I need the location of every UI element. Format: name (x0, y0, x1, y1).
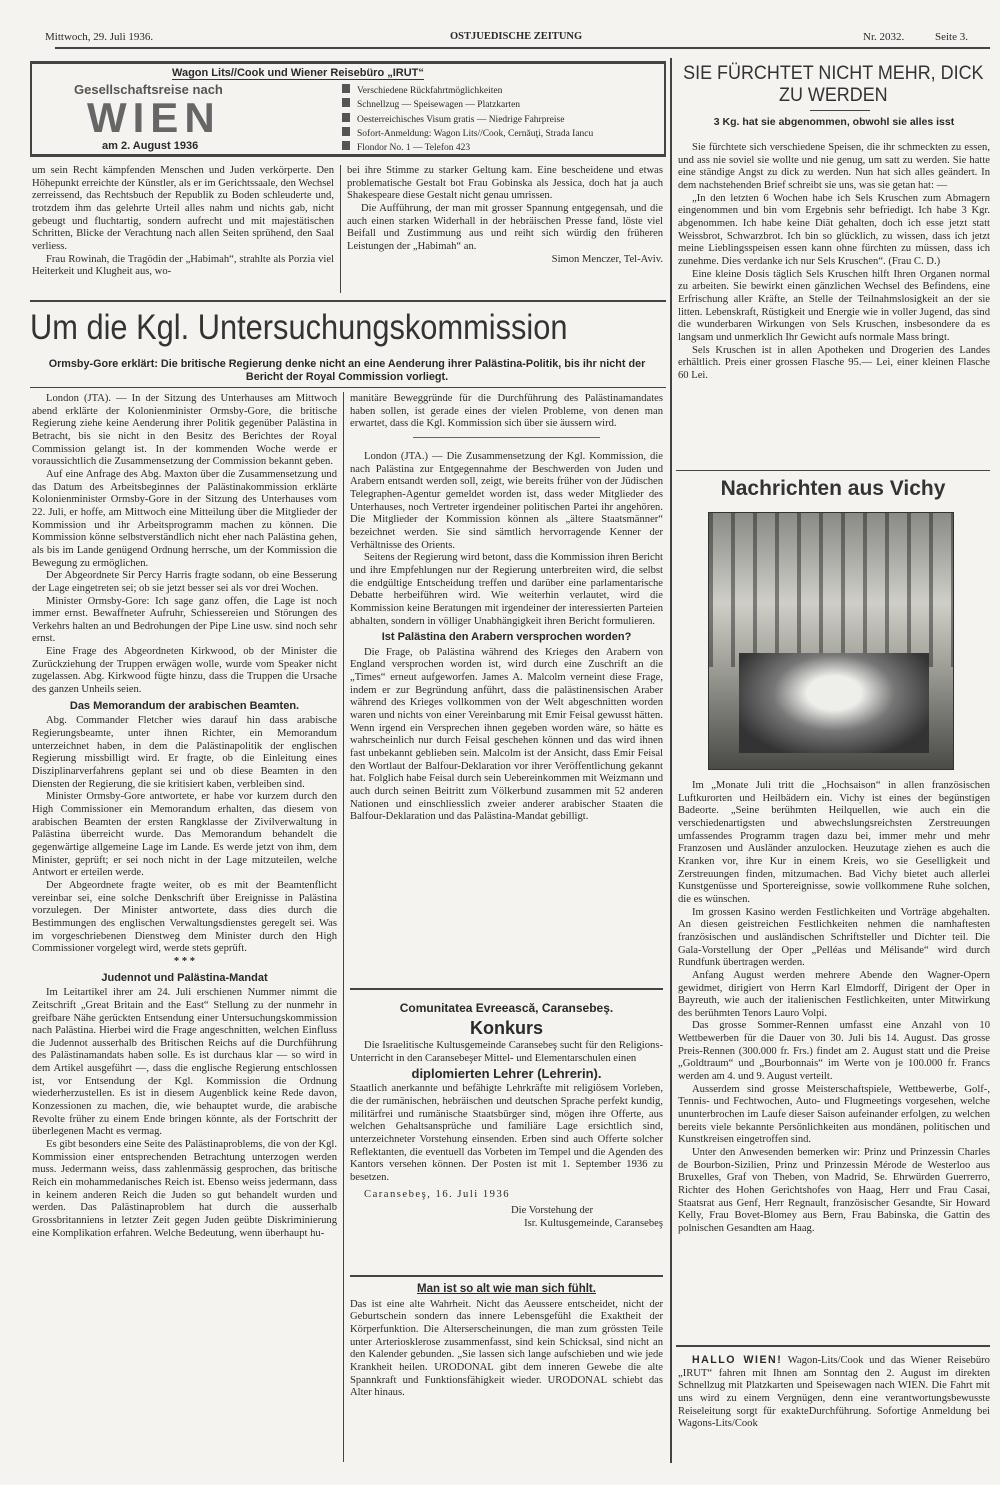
divider (810, 110, 870, 111)
paragraph: London (JTA). — In der Sitzung des Unterhauses am Mittwoch abend erklärte der Kolonienminister Ormsby-Gore, die britische Regierung ziehe keine Aenderung ihrer Politik gegenüber Palästina in Betracht, bis sie nicht in den Besitz des Berichtes der Royal Commission gelangt ist. In der kommenden Woche werde er voraussichtlich die Zusammensetzung der Commission bekannt geben. (32, 393, 337, 468)
paragraph: Frau Rowinah, die Tragödin der „Habimah“, strahlte als Porzia viel Heiterkeit und Klugheit aus, wo- (32, 253, 334, 278)
vichy-headline: Nachrichten aus Vichy (720, 477, 946, 500)
section-heading: Das Memorandum der arabischen Beamten. (69, 699, 300, 712)
author-signature: Simon Menczer, Tel-Aviv. (551, 253, 663, 265)
konkurs-ad (350, 1000, 663, 1268)
section-rule (30, 387, 666, 388)
urodonal-ad (350, 1280, 663, 1465)
page-number: Seite 3. (935, 31, 968, 43)
kruschen-ad-text (678, 142, 990, 467)
section-heading: Ist Palästina den Arabern versprochen worden? (381, 631, 632, 644)
ad-title: Konkurs (469, 1018, 543, 1038)
ad-text: Wagon-Lits/Cook und das Wiener Reisebüro „IRUT“ fahren mit Ihnen am Sonntag den 2. August im direkten Schnellzug mit Platzkarten und Speisewagen nach WIEN. Die Fahrt mit uns wird zu einem Vergnügen, denn eine verantwortungsbewusste Reiseleitung sorgt für exakteDurchführung. Sofortige Anmeldung bei Wagons-Lits/Cook (678, 1355, 990, 1430)
kruschen-subtitle: 3 Kg. hat sie abgenommen, obwohl sie alles isst (713, 116, 955, 128)
ad-item (342, 84, 593, 98)
paragraph: Anfang August werden mehrere Abende den Wagner-Opern gewidmet, dirigiert von Herrn Karl Elmdorff, Dirigent der Oper in Bayreuth, wie auch der italienischen Festlichkeiten, unter Mitwirkung des berühmten Tenors Lauro Volpi. (678, 969, 990, 1019)
theater-article-col2 (347, 165, 663, 295)
paragraph: Staatlich anerkannte und befähigte Lehrkräfte mit religiösem Vorleben, die der rumänischen, hebräischen und deutschen Sprache perfekt kundig, militärfrei und rumänische Staatsbürger sind, mögen ihre Offerte, aus welchen Gehaltsansprüche und familiäre Lage ersichtlich sind, unterzeichneter Vorstehung einsenden. Erben sind auch Offerte solcher Reflektanten, die eventuell das Vorbeten im Tempel und die Agenden des Kantors versehen können. Der Posten ist mit 1. September 1936 zu besetzen. (350, 1083, 663, 1183)
wien-travel-ad (30, 61, 666, 157)
paragraph: manitäre Beweggründe für die Durchführung des Palästinamandates haben sollen, ist gerade eines der vielen Probleme, von denen man erwartet, dass die Kgl. Kommission sich über sie äussern wird. (350, 393, 663, 430)
ad-date: am 2. August 1936 (102, 140, 199, 152)
issue-number: Nr. 2032. (863, 31, 905, 43)
header-rule (55, 47, 990, 49)
ad-signature: Isr. Kultusgemeinde, Caransebeş (524, 1217, 663, 1229)
paragraph: Das ist eine alte Wahrheit. Nicht das Aeussere entscheidet, nicht der Geburtschein sondern das innere Lebensgefühl die Exaktheit der Körperfunktion. Die Alterserscheinungen, die man zum grössten Teile unter Arteriosklerose zusammenfasst, sind kein Schicksal, sind nicht an den Kalender gebunden. „Sie lassen sich lange aufschieben und wie jede Krankheit heilen. URODONAL gibt dem inneren Gewebe die alte Spannkraft und Funktionsfähigkeit wieder. URODONAL schiebt das Alter hinaus. (350, 1298, 663, 1399)
square-bullet-icon (342, 113, 350, 122)
paragraph: bei ihre Stimme zu starker Geltung kam. Eine bescheidene und etwas problematische Gestalt bot Frau Gobinska als Jessica, doch hat ja auch Shakespeare diese Gestalt nicht genau umrissen. (347, 165, 663, 202)
column-divider (343, 392, 344, 1462)
column-divider (670, 58, 672, 1463)
ad-organization: Comunitatea Evreească, Caransebeş. (399, 1001, 614, 1015)
ad-item-text: Flondor No. 1 — Telefon 423 (357, 143, 471, 154)
hallo-wien-ad (678, 1354, 990, 1454)
paragraph: „In den letzten 6 Wochen habe ich Sels Kruschen zum Abmagern eingenommen und bin vom Ergebnis sehr befriedigt. Ich habe 3 Kgr. abgenommen. Ich habe keine Diät gehalten, doch ich esse jetzt statt Weissbrot, Schwarzbrot. Ich bin so glücklich, zu wissen, dass ich jetzt meine Lieblingsspeisen essen kann ohne fürchten zu müssen, dass ich zunehme. Dies verdanke ich nur Sels Kruschen“. (Frau C. D.) (678, 192, 990, 267)
paragraph: Der Abgeordnete fragte weiter, ob es mit der Beamtenflicht vereinbar sei, eine solche Denkschrift über Ereignisse in Palästina vorzulegen. Der Minister antwortete, dass dies durch die Bestimmungen des englischen Verwaltungsdienstes geregelt sei. Was im vorgeschriebenen Dienstweg dem Minister durch den High Commissioner vorgelegt wird, werde stets geprüft. (32, 879, 337, 955)
main-article-left-column (32, 393, 337, 1463)
square-bullet-icon (342, 84, 350, 93)
ad-city: WIEN (87, 94, 221, 141)
paragraph: Eine kleine Dosis täglich Sels Kruschen hilft Ihren Organen normal zu arbeiten. Sie bewirkt einen gänzlichen Wechsel des Befindens, eine Erfrischung aller Kräfte, an Stelle der Teilnahmslosigkeit an der sie litten. Lebenskraft, Rüstigkeit und Energie wie in voller Jugend, das sind die wunderbaren Wirkungen von Sels Kruschen, insbesondere da es langsam und unmerklich Ihr Gewicht aufs normale Mass bringt. (678, 268, 990, 343)
kruschen-headline: SIE FÜRCHTET NICHT MEHR, DICK ZU WERDEN (683, 62, 984, 106)
ad-place-date: Caransebeş, 16. Juli 1936 (364, 1188, 511, 1200)
ad-signature: Die Vorstehung der (511, 1205, 593, 1217)
divider (413, 437, 601, 451)
ad-item (342, 113, 593, 127)
paragraph: Die Frage, ob Palästina während des Krieges den Arabern von England versprochen worden ist, wird durch eine Zuschrift an die „Times“ erneut aufgeworfen. James A. Malcolm verneint diese Frage, indem er zur Begründung anführt, dass die palästinensischen Araber während des Krieges vollkommen von der Welt abgeschnitten worden waren und nichts von einer Vereinbarung mit Emir Feisal gewusst hätten. Wenn irgend ein Versprechen ihnen gegeben worden wäre, so hätte es wahrscheinlich nur durch Feisal geschehen können und das wird ihnen fast unbekannt geblieben sein. Malcolm ist der Ansicht, dass Emir Feisal den Wortlaut der Balfour-Deklaration vor ihrer Veröffentlichung gekannt hat. Folglich habe Feisal durch sein Uebereinkommen mit Weizmann und auch durch seinen Beitritt zum Völkerbund zusammen mit 52 anderen Nationen und einschliesslich zweier anderer arabischer Staaten die Balfour-Deklaration und das Palästina-Mandat gebilligt. (350, 646, 663, 823)
paragraph: Ausserdem sind grosse Meisterschaftspiele, Wettbewerbe, Golf-, Tennis- und Fechtwochen, Auto- und Flugmeetings vorgesehen, welche ununterbrochen im Laufe dieser Saison aufeinander erfolgen, zu welchen bereits viele bekannte Persönlichkeiten aus mondänen, politischen und Kunstkreisen eingetroffen sind. (678, 1083, 990, 1146)
main-article-middle-column (350, 393, 663, 973)
paragraph: Minister Ormsby-Gore antwortete, er habe vor kurzem durch den High Commissioner ein Memorandum erhalten, das diesem von arabischen Beamten der ersten Rangklasse der Zivilverwaltung in Palästina überreicht wurde. Das Memorandum behandelt die gegenwärtige allgemeine Lage im Lande. Es werde jetzt von ihm, dem Minister, geprüft; er sei noch nicht in der Lage mitzuteilen, welche Antwort er erteilen werde. (32, 791, 337, 879)
paragraph: London (JTA.) — Die Zusammensetzung der Kgl. Kommission, die nach Palästina zur Entgegennahme der Beschwerden von Juden und Arabern entsandt werden soll, zeigt, wie bereits früher von der Jüdischen Telegraphen-Agentur gemeldet worden ist, dass weder Mitglieder des Unterhauses, noch Vertreter irgendeiner politischen Partei ihr angehören. Die Mitglieder der Kommission können als „ältere Staatsmänner“ bezeichnet werden. Sie sind sämtlich hervorragende Kenner der Verhältnisse des Orients. (350, 450, 663, 551)
page-header (45, 31, 985, 47)
vichy-article (678, 780, 990, 1345)
ad-top-line: Wagon Lits//Cook und Wiener Reisebüro „IRUT“ (172, 67, 424, 79)
paragraph: Sels Kruschen ist in allen Apotheken und Drogerien des Landes erhältlich. Preis einer grossen Flasche 95.— Lei, einer kleinen Flasche 60 Lei. (678, 344, 990, 381)
photo-crowd (739, 653, 929, 753)
paragraph: Im „Monate Juli tritt die „Hochsaison“ in allen französischen Luftkurorten und Heilbädern ein. Vichy ist eines der begünstigen Badeorte. „Seine berühmten Heilquellen, wie auch ein die verschiedenartigsten und abwechslungsreichsten Zerstreuungen umfassendes Programm tragen dazu bei, immer mehr und mehr Franzosen und Ausländer anzulocken. Heuzutage ziehen es auch die Kranken vor, ihre Kur in einem Kreis, wo sie Geselligkeit und Zerstreuungen finden, mitzumachen. Bad Vichy bietet auch allerlei Kunstgenüsse und Sportereignisse, sowie vollkommene Ruhe solchen, die es wünschen. (678, 780, 990, 905)
ad-item-text: Oesterreichisches Visum gratis — Niedrige Fahrpreise (357, 114, 565, 125)
ad-position: diplomierten Lehrer (Lehrerin). (411, 1066, 602, 1082)
square-bullet-icon (342, 141, 350, 150)
main-headline: Um die Kgl. Untersuchungskommission (30, 308, 568, 347)
ad-lead: HALLO WIEN! (692, 1354, 783, 1366)
square-bullet-icon (342, 98, 350, 107)
paragraph: Seitens der Regierung wird betont, dass die Kommission ihren Bericht und ihre Empfehlungen nur der Regierung unterbreiten wird, die selbst die endgültige Entscheidung treffen und darüber eine parlamentarische Debatte herbeiführen wird. Wie weiterhin verlautet, wird die Kommission keine Beratungen mit irgendeiner der interessierten Parteien abhalten, sondern in völliger Unabhängigkeit ihren Bericht formulieren. (350, 552, 663, 627)
ad-item (342, 141, 593, 155)
ad-item (342, 98, 593, 112)
section-rule (350, 1275, 663, 1277)
column-divider (340, 165, 341, 293)
main-subheadline: Ormsby-Gore erklärt: Die britische Regierung denke nicht an eine Aenderung ihrer Palästina-Politik, bis ihr nicht der Bericht der Royal Commission vorliegt. (48, 358, 646, 383)
ad-title: Man ist so alt wie man sich fühlt. (417, 1283, 596, 1295)
paragraph: Der Abgeordnete Sir Percy Harris fragte sodann, ob eine Besserung der Lage eingetreten sei; ob sie jetzt besser sei als vor drei Wochen. (32, 570, 337, 594)
section-rule (30, 300, 666, 302)
section-rule (676, 470, 990, 471)
paragraph: Unter den Anwesenden bemerken wir: Prinz und Prinzessin Charles de Bourbon-Sizilien, Prinz und Prinzessin Mérode de Westerloo aus Bruxelles, Graf von Theben, von Madrid, Se. Ehrwürden Guerrerro, Richter des Hohen Gerichtshofes von Haag, Herr und Frau Casai, Staatsrat aus Genf, Herr Regnault, französischer Gesandte, Sir Howard Kelly, Frau Bovet-Blomey aus Bern, Frau Babinska, die Gattin des polnischen Gesandten am Haag. (678, 1147, 990, 1234)
newspaper-name: OSTJUEDISCHE ZEITUNG (450, 31, 583, 42)
paragraph: Minister Ormsby-Gore: Ich sage ganz offen, die Lage ist noch immer ernst. Bewaffneter Aufruhr, Schiessereien und Störungen des Verkehrs halten an und Bedrohungen der Pipe Line usw. sind noch sehr ernst. (32, 595, 337, 645)
paragraph: Im grossen Kasino werden Festlichkeiten und Vorträge abgehalten. An diesen geistreichen Festlichkeiten nehmen die namhaftesten französischen und ausländischen Schriftsteller und Dichter teil. Die Gala-Vorstellung der Oper „Pelléas und Mélisande“ wird durch Rundfunk übertragen werden. (678, 906, 990, 969)
ad-item (342, 127, 593, 141)
ad-item-text: Schnellzug — Speisewagen — Platzkarten (357, 100, 521, 111)
vichy-photo (708, 512, 954, 770)
square-bullet-icon (342, 127, 350, 136)
paragraph: Die Israelitische Kultusgemeinde Caransebeş sucht für den Religions-Unterricht in den Caransebeşer Mittel- und Elementarschulen einen (350, 1040, 663, 1064)
paragraph: Auf eine Anfrage des Abg. Maxton über die Zusammensetzung und das Datum des Arbeitsbeginnes der Palästinakommission erklärte Kolonienminister Ormsby-Gore in der Sitzung des Unterhauses vom 22. Juli, er hoffe, am Mittwoch eine Mitteilung über die Mitglieder der Kommission und ihr Arbeitsprogramm machen zu können. Die Kommission könne selbstverständlich nicht eher nach Palästina gehen, als bis im Lande genügend Ordnung herrsche, um der Kommission die Bewegung zu ermöglichen. (32, 468, 337, 569)
ad-line1: Gesellschaftsreise nach (74, 82, 223, 97)
section-rule (350, 988, 663, 990)
paragraph: um sein Recht kämpfenden Menschen und Juden verkörperte. Den Höhepunkt erreichte der Künstler, als er im Gerichtssaale, den Wechsel zerreissend, das Rechtsbuch der Republik zu Boden schleuderte und, trotzdem ihm das gelehrte Urteil alles nahm und nichts gab, nicht gebeugt und fluchtartig, sondern aufrecht und mit majestätischen Schritten, Blicke der Verachtung nach allen Seiten sprühend, den Saal verliess. (32, 165, 334, 252)
ad-items (342, 84, 593, 155)
paragraph: Abg. Commander Fletcher wies darauf hin dass arabische Regierungsbeamte, unter ihnen Richter, ein Memorandum unterzeichnet haben, in dem die Palästinapolitik der englischen Regierung missbilligt wird. Er fragte, ob die Einleitung eines Disziplinarverfahrens geplant sei und ob diese Beamten in den Diensten der Regierung, die sie kritisiert kaben, verbleiben sind. (32, 715, 337, 790)
paragraph: Im Leitartikel ihrer am 24. Juli erschienen Nummer nimmt die Zeitschrift „Great Britain and the East“ Stellung zu der nunmehr in greifbare Nähe gerückten Entsendung einer Untersuchungskommission nach Palästina. Hierbei wird die Frage angeschnitten, welchen Einfluss die Judennot ausserhalb des Britischen Reichs auf die Durchführung des Palästinamandats haben solle. Es ist durchaus klar — so wird in dem Artikel ausgeführt —, dass die englische Regierung entschlossen ist, vor Entsendung der Kgl. Kommission die Ordnung wiederherzustellen. Es ist in diesem Augenblick keine Rede davon, Konzessionen zu machen, die, wie behauptet wurde, die arabische Revolte früher zu einem Ende bringen könnte, als der Fortschritt der überlegenen Macht es vermag. (32, 987, 337, 1138)
ad-item-text: Sofort-Anmeldung: Wagon Lits//Cook, Cernăuţi, Strada Iancu (357, 128, 594, 139)
issue-date: Mittwoch, 29. Juli 1936. (45, 31, 154, 43)
paragraph: Das grosse Sommer-Rennen umfasst eine Anzahl von 10 Wettbewerben für die Dauer von 30. Juli bis 14. August. Das grosse Preis-Rennen (300.000 fr. Frs.) findet am 2. August statt und die Preise „Goldtraum“ und „Bourbonnais“ im Werte von je 100.000 fr. Francs werden am 4. und 9. August verteilt. (678, 1020, 990, 1083)
section-rule (676, 1345, 990, 1347)
paragraph: Es gibt besonders eine Seite des Palästinaproblems, die von der Kgl. Kommission einer entsprechenden Betrachtung unterzogen werden muss. Jedermann weiss, dass zahlenmässig gesprochen, das britische Reich ein mohammedanisches Reich ist. Ebenso weiss jedermann, dass in keinem anderen Reich die Juden so gut behandelt wurden und werden. Das Palästinaproblem hat durch die ausserhalb Grossbritanniens in letzter Zeit gegen Juden geübte Diskriminierung eine Komplikation erfahren. Welche Bedeutung, wenn überhaupt hu- (32, 1139, 337, 1239)
paragraph: Die Aufführung, der man mit grosser Spannung entgegensah, und die auch einen starken Widerhall in der hebräischen Presse fand, löste viel Beifall und Zustimmung aus und reiht sich würdig den früheren Leistungen der „Habimah“ an. (347, 202, 663, 252)
photo-trees (709, 513, 953, 667)
section-heading: Judennot und Palästina-Mandat (101, 971, 268, 984)
paragraph: Sie fürchtete sich verschiedene Speisen, die ihr schmeckten zu essen, und ass nie soviel sie wollte und nie genug, um satt zu werden. Sie hatte eine ständige Angst zu dick zu werden. Nun hat sich alles geändert. In dem nachstehenden Brief schreibt sie uns, was sie getan hat: — (678, 142, 990, 191)
ad-item-text: Verschiedene Rückfahrtmöglichkeiten (357, 86, 503, 96)
separator-stars: * * * (173, 955, 196, 967)
theater-article-col1 (32, 165, 334, 295)
paragraph: Eine Frage des Abgeordneten Kirkwood, ob der Minister die Zurückziehung der Truppen erwägen wolle, wurde vom Speaker nicht zugelassen. Abg. Kirkwood fügte hinzu, dass die Truppen die Ursache des ganzen Unheils seien. (32, 646, 337, 696)
